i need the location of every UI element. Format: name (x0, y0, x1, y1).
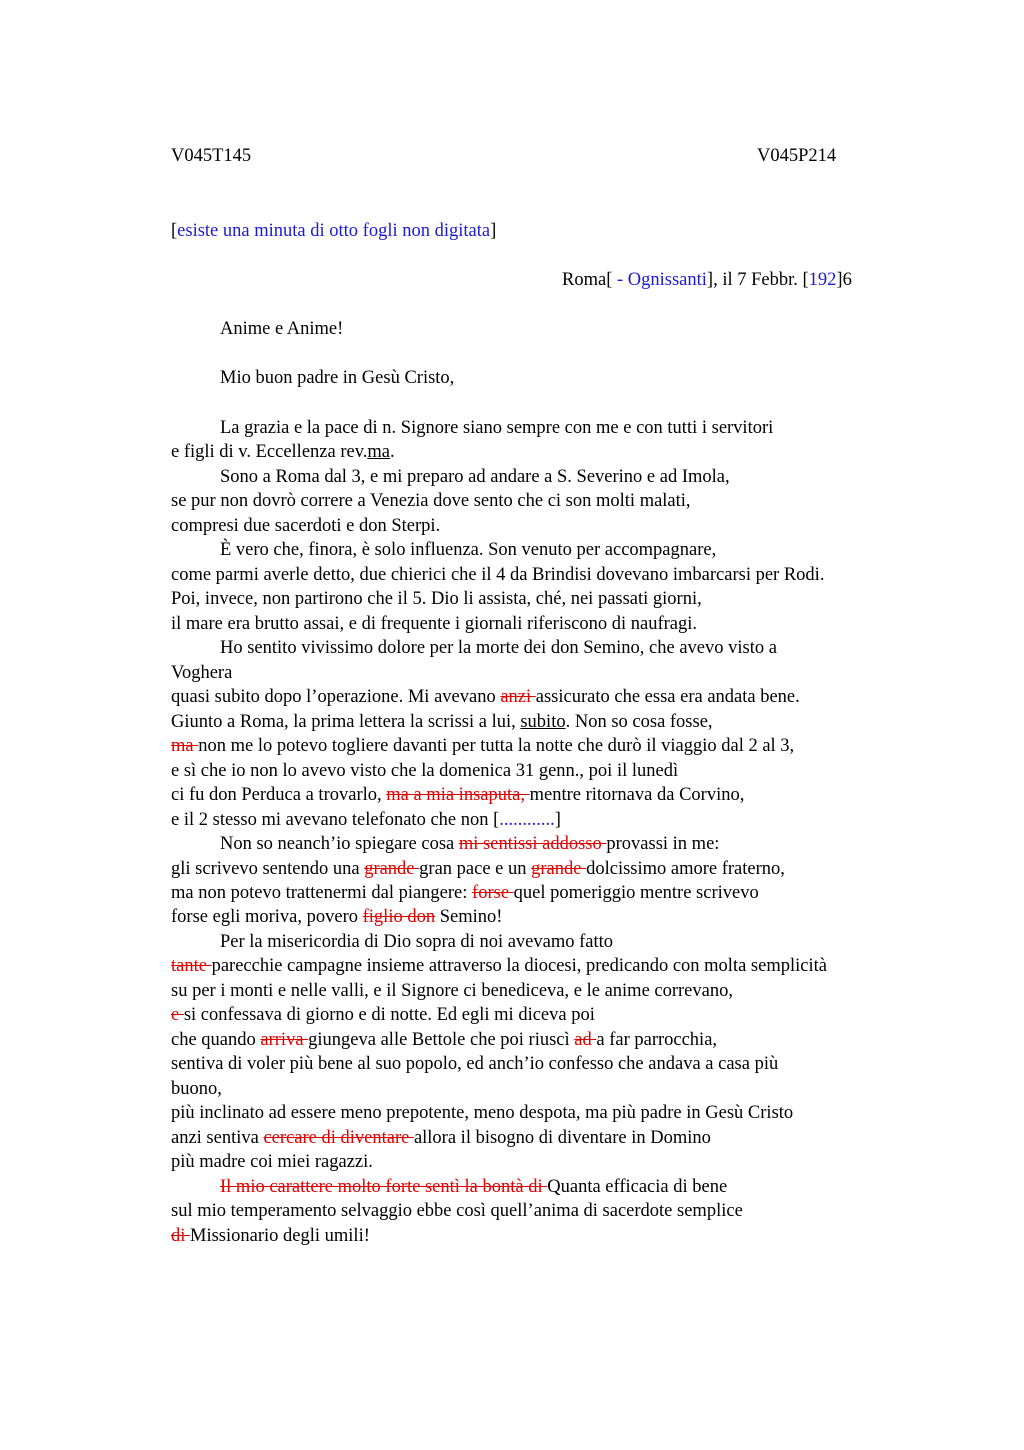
deletion: grande (531, 859, 587, 879)
text-line: di Missionario degli umili! (171, 1226, 370, 1246)
text-line: Giunto a Roma, la prima lettera la scrissi a lui, subito. Non so cosa fosse, (171, 712, 713, 732)
deletion: ad (574, 1030, 597, 1050)
salutation-second: Mio buon padre in Gesù Cristo, (220, 368, 455, 388)
deletion: cercare di diventare (263, 1128, 414, 1148)
bracket-open: [ (171, 221, 178, 241)
deletion: ma a mia insaputa, (386, 785, 530, 805)
text-line: e si confessava di giorno e di notte. Ed egli mi diceva poi (171, 1005, 595, 1025)
text-line: come parmi averle detto, due chierici che il 4 da Brindisi dovevano imbarcarsi per Rodi. (171, 565, 825, 585)
text-line: sul mio temperamento selvaggio ebbe così quell’anima di sacerdote semplice (171, 1201, 743, 1221)
bracket-close: ] (490, 221, 497, 241)
deletion: e (171, 1005, 184, 1025)
text-line: il mare era brutto assai, e di frequente i giornali riferiscono di naufragi. (171, 614, 698, 634)
deletion: ma (171, 736, 199, 756)
deletion: tante (171, 956, 212, 976)
deletion: grande (364, 859, 420, 879)
dateline-editorial-insert: - Ognissanti (612, 270, 707, 290)
dateline (562, 270, 852, 291)
text-line: su per i monti e nelle valli, e il Signore ci benediceva, e le anime correvano, (171, 981, 733, 1001)
dateline-date: ], il 7 Febbr. [ (706, 270, 809, 290)
text-line: ci fu don Perduca a trovarlo, ma a mia insaputa, mentre ritornava da Corvino, (171, 785, 745, 805)
text-line: e figli di v. Eccellenza rev.ma. (171, 442, 395, 462)
text-line: È vero che, finora, è solo influenza. Son venuto per accompagnare, (220, 540, 717, 560)
text-line: e sì che io non lo avevo visto che la domenica 31 genn., poi il lunedì (171, 761, 679, 781)
text-line: quasi subito dopo l’operazione. Mi avevano anzi assicurato che essa era andata bene. (171, 687, 800, 707)
dateline-year-insert: 192 (808, 270, 837, 290)
deletion: Il mio carattere molto forte sentì la bontà di (220, 1177, 548, 1197)
text-line: se pur non dovrò correre a Venezia dove sento che ci son molti malati, (171, 491, 691, 511)
deletion: anzi (500, 687, 536, 707)
text-line: buono, (171, 1079, 222, 1099)
archive-code-right: V045P214 (757, 146, 837, 166)
text-line: Per la misericordia di Dio sopra di noi avevamo fatto (220, 932, 614, 952)
dateline-place: Roma[ (562, 270, 613, 290)
deletion: mi sentissi addosso (458, 834, 607, 854)
text-line: più madre coi miei ragazzi. (171, 1152, 373, 1172)
text-line: Voghera (171, 663, 233, 683)
dateline-year-end: ]6 (836, 270, 852, 290)
text-line: Ho sentito vivissimo dolore per la morte dei don Semino, che avevo visto a (220, 638, 777, 658)
text-line: Non so neanch’io spiegare cosa mi sentissi addosso provassi in me: (220, 834, 720, 854)
text-line: sentiva di voler più bene al suo popolo, ed anch’io confesso che andava a casa più (171, 1054, 779, 1074)
editorial-gap: ............ (499, 810, 555, 830)
text-line: anzi sentiva cercare di diventare allora il bisogno di diventare in Domino (171, 1128, 711, 1148)
text-line: e il 2 stesso mi avevano telefonato che non [............] (171, 810, 561, 830)
deletion: forse (472, 883, 514, 903)
salutation-first: Anime e Anime! (220, 319, 344, 339)
text-line: che quando arriva giungeva alle Bettole che poi riuscì ad a far parrocchia, (171, 1030, 718, 1050)
text-line: tante parecchie campagne insieme attraverso la diocesi, predicando con molta semplicità (171, 956, 827, 976)
text-line: Sono a Roma dal 3, e mi preparo ad andare a S. Severino e ad Imola, (220, 467, 730, 487)
text-line: ma non potevo trattenermi dal piangere: forse quel pomeriggio mentre scrivevo (171, 883, 759, 903)
deletion: di (171, 1226, 191, 1246)
editor-note (171, 221, 496, 242)
editor-note-text: esiste una minuta di otto fogli non digitata (177, 221, 491, 241)
text-line: Il mio carattere molto forte sentì la bontà di Quanta efficacia di bene (220, 1177, 728, 1197)
text-line: gli scrivevo sentendo una grande gran pace e un grande dolcissimo amore fraterno, (171, 859, 785, 879)
deletion: figlio don (362, 907, 436, 927)
text-line: compresi due sacerdoti e don Sterpi. (171, 516, 441, 536)
archive-code-left: V045T145 (171, 146, 252, 166)
text-line: Poi, invece, non partirono che il 5. Dio li assista, ché, nei passati giorni, (171, 589, 702, 609)
text-line: più inclinato ad essere meno prepotente, meno despota, ma più padre in Gesù Cristo (171, 1103, 794, 1123)
text-line: forse egli moriva, povero figlio don Semino! (171, 907, 503, 927)
text-line: La grazia e la pace di n. Signore siano sempre con me e con tutti i servitori (220, 418, 774, 438)
deletion: arriva (260, 1030, 309, 1050)
text-line: ma non me lo potevo togliere davanti per tutta la notte che durò il viaggio dal 2 al 3, (171, 736, 795, 756)
